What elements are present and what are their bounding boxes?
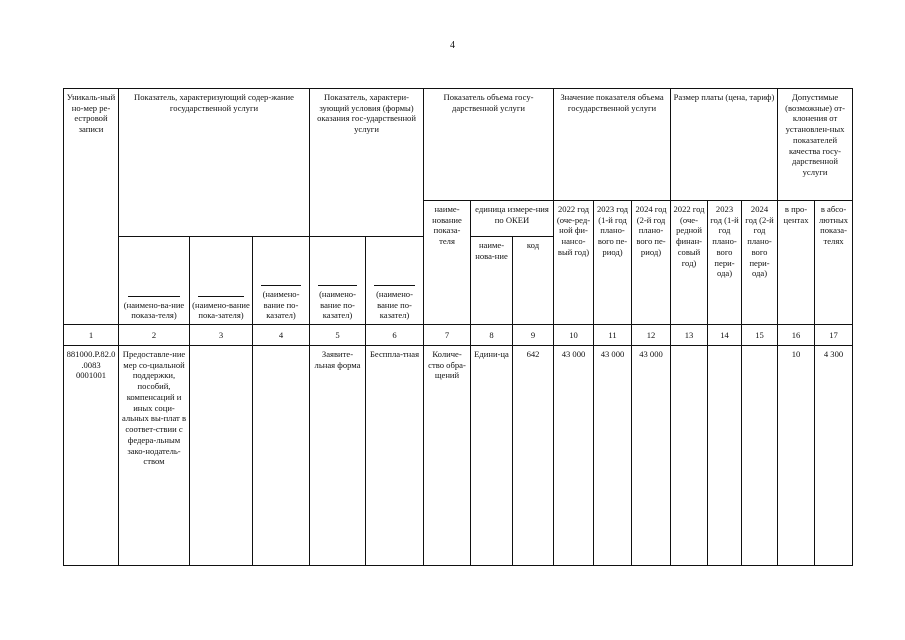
- header-deviations: Допустимые (возможные) от-клонения от установлен-ных показателей качества госу-дарственной услуги: [778, 89, 853, 201]
- header-service-conditions: Показатель, характери-зующий условия (формы) оказания гос-ударственной услуги: [310, 89, 424, 237]
- column-number: 1: [64, 325, 119, 346]
- column-number: 2: [119, 325, 190, 346]
- state-service-volume-table: [63, 88, 853, 566]
- subheader-okei-code: код: [513, 237, 554, 325]
- condition-indicator-1: (наимено-вание по-казател): [310, 237, 366, 325]
- cell-dev-percent: 10: [778, 346, 815, 566]
- column-number: 6: [366, 325, 424, 346]
- cell-okei-code: 642: [513, 346, 554, 566]
- column-number: 12: [632, 325, 671, 346]
- header-volume-value: Значение показателя объема государственной услуги: [554, 89, 671, 201]
- cell-content-2: [190, 346, 253, 566]
- subheader-okei-name: наиме-нова-ние: [471, 237, 513, 325]
- subheader-vol-2023: 2023 год (1-й год плано-вого пе-риод): [594, 201, 632, 325]
- cell-registry-number: 881000.Р.82.0.0083 0001001: [64, 346, 119, 566]
- cell-fee-2022: [671, 346, 708, 566]
- column-number: 14: [708, 325, 742, 346]
- cell-condition-1: Заявите-льная форма: [310, 346, 366, 566]
- column-number: 9: [513, 325, 554, 346]
- subheader-fee-2023: 2023 год (1-й год плано-вого пери-ода): [708, 201, 742, 325]
- page-number: 4: [450, 40, 455, 51]
- column-number: 15: [742, 325, 778, 346]
- subheader-volume-name: наиме-нование показа-теля: [424, 201, 471, 325]
- cell-vol-2022: 43 000: [554, 346, 594, 566]
- column-number: 7: [424, 325, 471, 346]
- cell-volume-name: Количе-ство обра-щений: [424, 346, 471, 566]
- cell-fee-2023: [708, 346, 742, 566]
- cell-content-3: [253, 346, 310, 566]
- cell-dev-absolute: 4 300: [815, 346, 853, 566]
- subheader-dev-percent: в про-центах: [778, 201, 815, 325]
- cell-vol-2024: 43 000: [632, 346, 671, 566]
- column-numbers-row: [64, 325, 853, 346]
- column-number: 3: [190, 325, 253, 346]
- subheader-vol-2024: 2024 год (2-й год плано-вого пе-риод): [632, 201, 671, 325]
- table-row: [64, 346, 853, 566]
- cell-fee-2024: [742, 346, 778, 566]
- content-indicator-2: (наимено-вание пока-зателя): [190, 237, 253, 325]
- column-number: 17: [815, 325, 853, 346]
- subheader-fee-2024: 2024 год (2-й год плано-вого пери-ода): [742, 201, 778, 325]
- column-number: 4: [253, 325, 310, 346]
- header-unique-number: Уникаль-ный но-мер ре-естровой записи: [64, 89, 119, 325]
- header-service-content: Показатель, характеризующий содер-жание государственной услуги: [119, 89, 310, 237]
- column-number: 5: [310, 325, 366, 346]
- cell-okei-name: Едини-ца: [471, 346, 513, 566]
- column-number: 11: [594, 325, 632, 346]
- cell-vol-2023: 43 000: [594, 346, 632, 566]
- header-volume-indicator: Показатель объема госу-дарственной услуги: [424, 89, 554, 201]
- cell-content-1: Предоставле-ние мер со-циальной поддержки, пособий, компенсаций и иных соци-альных вы-плат в соответ-ствии с федера-льным зако-нодатель-ством: [119, 346, 190, 566]
- condition-indicator-2: (наимено-вание по-казател): [366, 237, 424, 325]
- subheader-okei-unit: единица измере-ния по ОКЕИ: [471, 201, 554, 237]
- column-number: 13: [671, 325, 708, 346]
- subheader-fee-2022: 2022 год (оче-редной финан-совый год): [671, 201, 708, 325]
- content-indicator-3: (наимено-вание по-казател): [253, 237, 310, 325]
- subheader-vol-2022: 2022 год (оче-ред-ной фи-нансо-вый год): [554, 201, 594, 325]
- column-number: 8: [471, 325, 513, 346]
- header-fee-size: Размер платы (цена, тариф): [671, 89, 778, 201]
- subheader-dev-absolute: в абсо-лютных показа-телях: [815, 201, 853, 325]
- column-number: 16: [778, 325, 815, 346]
- content-indicator-1: (наимено-ва-ние показа-теля): [119, 237, 190, 325]
- column-number: 10: [554, 325, 594, 346]
- cell-condition-2: Бесппла-тная: [366, 346, 424, 566]
